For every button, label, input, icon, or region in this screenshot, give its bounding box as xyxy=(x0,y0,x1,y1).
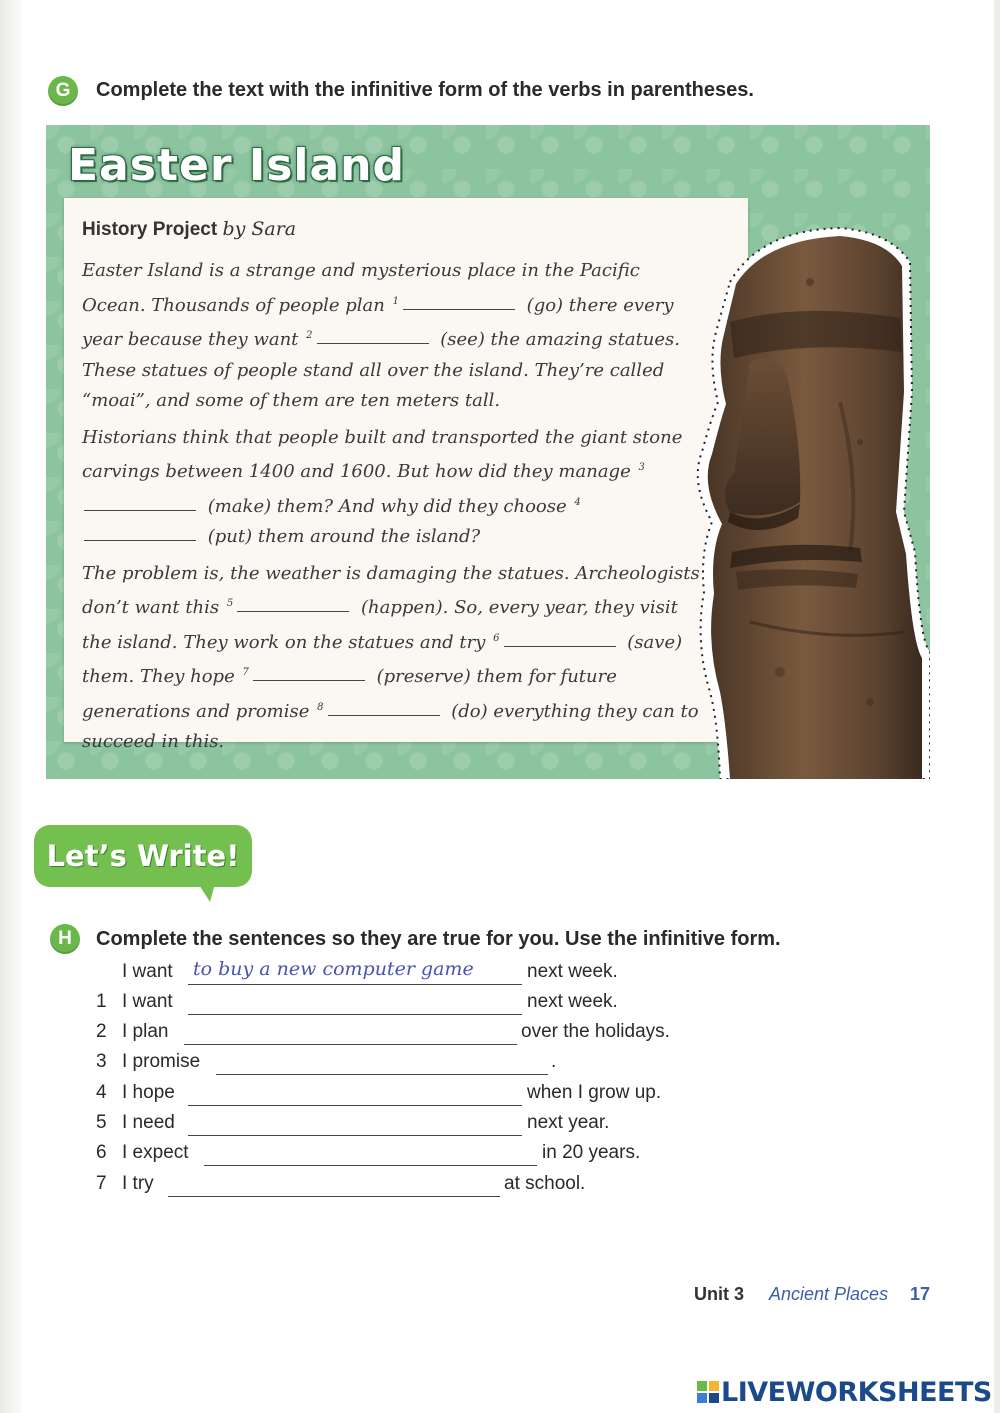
item-start: I hope xyxy=(122,1082,175,1103)
item-end: in 20 years. xyxy=(542,1142,641,1163)
lets-write-banner-tail xyxy=(196,880,216,902)
example-line xyxy=(188,984,522,985)
section-h-instruction: Complete the sentences so they are true for you. Use the infinitive form. xyxy=(96,928,781,950)
item-end: at school. xyxy=(504,1173,586,1194)
blank-number-5: 5 xyxy=(226,598,234,609)
answer-line-2[interactable] xyxy=(184,1044,517,1045)
blank-5[interactable] xyxy=(237,609,349,612)
story-text-segment: (do) everything they can to succeed in this. xyxy=(82,700,699,752)
item-end: over the holidays. xyxy=(521,1021,670,1042)
item-start: I plan xyxy=(122,1021,169,1042)
item-end: next week. xyxy=(527,991,618,1012)
item-number: 3 xyxy=(96,1051,107,1072)
item-number: 6 xyxy=(96,1142,107,1163)
blank-4[interactable] xyxy=(84,538,196,541)
answer-line-7[interactable] xyxy=(168,1196,500,1197)
project-heading xyxy=(82,218,296,241)
answer-line-3[interactable] xyxy=(216,1074,548,1075)
story-text-segment: (save) them. They hope xyxy=(82,631,683,687)
easter-island-title: Easter Island xyxy=(68,140,405,191)
item-number: 5 xyxy=(96,1112,107,1133)
item-number: 1 xyxy=(96,991,107,1012)
project-author: by Sara xyxy=(222,218,297,240)
item-end: . xyxy=(551,1051,557,1072)
page-shadow-right xyxy=(994,0,1000,1413)
blank-7[interactable] xyxy=(253,678,365,681)
blank-number-8: 8 xyxy=(317,701,324,713)
story-text-segment: The problem is, the weather is damaging the statues. Archeologists don’t want this xyxy=(82,562,700,618)
story-text-segment: (go) there every year because they want xyxy=(82,294,674,350)
answer-line-4[interactable] xyxy=(188,1105,522,1106)
section-h-badge: H xyxy=(50,924,80,954)
item-start: I want xyxy=(122,991,173,1012)
blank-number-4: 4 xyxy=(574,496,581,508)
story-text-segment: (make) them? And why did they choose xyxy=(207,495,567,517)
project-label: History Project xyxy=(82,219,218,240)
story-text-segment: (put) them around the island? xyxy=(207,526,481,547)
blank-number-3: 3 xyxy=(638,462,645,473)
answer-line-5[interactable] xyxy=(188,1135,522,1136)
item-start: I try xyxy=(122,1173,154,1194)
story-text-segment: (preserve) them for future generations and promise xyxy=(82,666,617,722)
story-paragraph-3 xyxy=(82,559,702,758)
item-end: when I grow up. xyxy=(527,1082,662,1103)
example-end: next week. xyxy=(527,961,618,982)
liveworksheets-text: LIVEWORKSHEETS xyxy=(721,1377,992,1408)
blank-3[interactable] xyxy=(84,508,196,511)
answer-line-1[interactable] xyxy=(188,1014,522,1015)
footer-page-number: 17 xyxy=(910,1284,931,1304)
story-text-segment: Easter Island is a strange and mysterious place in the Pacific Ocean. Thousands of people plan xyxy=(82,260,640,316)
item-start: I expect xyxy=(122,1142,189,1163)
item-number: 2 xyxy=(96,1021,107,1042)
blank-number-7: 7 xyxy=(242,667,249,678)
blank-number-6: 6 xyxy=(493,632,500,644)
moai-statue-image xyxy=(690,222,930,779)
story-text-segment: (see) the amazing statues. These statues of people stand all over the island. They’re called “moai”, and some of them are ten meters tall. xyxy=(82,329,681,411)
blank-2[interactable] xyxy=(317,341,429,344)
answer-line-6[interactable] xyxy=(204,1165,537,1166)
blank-number-2: 2 xyxy=(306,330,313,341)
story-text xyxy=(82,256,702,764)
blank-1[interactable] xyxy=(403,307,515,310)
footer-unit-name: Ancient Places xyxy=(769,1284,889,1304)
item-number: 4 xyxy=(96,1082,107,1103)
story-paragraph-1 xyxy=(82,256,702,417)
section-g-badge: G xyxy=(48,76,78,106)
section-g-instruction: Complete the text with the infinitive form of the verbs in parentheses. xyxy=(96,79,754,101)
item-number: 7 xyxy=(96,1173,107,1194)
example-answer: to buy a new computer game xyxy=(193,958,474,980)
footer-unit: Unit 3 xyxy=(694,1284,745,1304)
story-text-segment: (happen). So, every year, they visit the island. They work on the statues and try xyxy=(82,597,678,653)
blank-6[interactable] xyxy=(504,644,616,647)
item-start: I promise xyxy=(122,1051,201,1072)
page-shadow-left xyxy=(0,0,22,1413)
liveworksheets-icon xyxy=(697,1381,719,1403)
story-paragraph-2 xyxy=(82,423,702,553)
story-text-segment: Historians think that people built and transported the giant stone carvings between 1400 and 1600. But how did they manage xyxy=(82,426,683,482)
lets-write-banner: Let’s Write! xyxy=(34,825,252,887)
item-end: next year. xyxy=(527,1112,610,1133)
example-start: I want xyxy=(122,961,173,982)
blank-8[interactable] xyxy=(328,713,440,716)
item-start: I need xyxy=(122,1112,175,1133)
blank-number-1: 1 xyxy=(392,295,399,307)
